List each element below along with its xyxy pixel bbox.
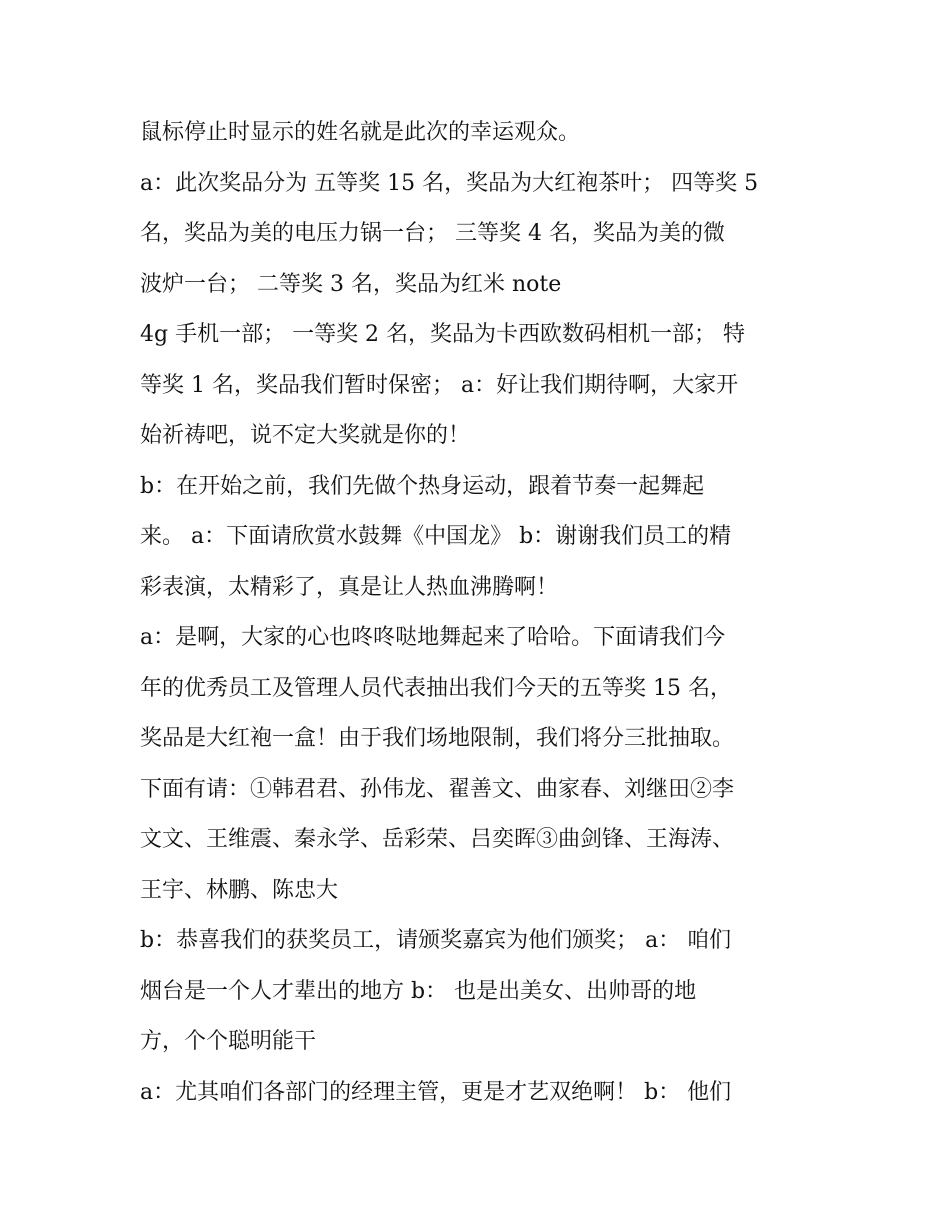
text-line: 下面有请：①韩君君、孙伟龙、翟善文、曲家春、刘继田②李 [140, 776, 735, 802]
text-line: 彩表演，太精彩了，真是让人热血沸腾啊！ [140, 574, 559, 600]
text-line: 等奖 1 名，奖品我们暂时保密； a：好让我们期待啊，大家开 [140, 372, 739, 398]
text-line: b：恭喜我们的获奖员工，请颁奖嘉宾为他们颁奖； a： 咱们 [140, 928, 732, 953]
text-line: 来。 a：下面请欣赏水鼓舞《中国龙》 b：谢谢我们员工的精 [140, 524, 732, 549]
text-line: a：此次奖品分为 五等奖 15 名，奖品为大红袍茶叶； 四等奖 5 [140, 170, 759, 196]
document-body [140, 108, 830, 1118]
text-line: 文文、王维震、秦永学、岳彩荣、吕奕晖③曲剑锋、王海涛、 [140, 827, 735, 852]
text-line: 波炉一台； 二等奖 3 名，奖品为红米 note [140, 271, 562, 297]
text-line: 奖品是大红袍一盒！由于我们场地限制，我们将分三批抽取。 [140, 726, 735, 751]
text-line: a：是啊，大家的心也咚咚哒地舞起来了哈哈。下面请我们今 [140, 625, 726, 650]
text-line: b：在开始之前，我们先做个热身运动，跟着节奏一起舞起 [140, 473, 705, 499]
text-line: 4g 手机一部； 一等奖 2 名，奖品为卡西欧数码相机一部； 特 [140, 322, 746, 347]
text-line: 鼠标停止时显示的姓名就是此次的幸运观众。 [140, 120, 581, 145]
text-line: a：尤其咱们各部门的经理主管，更是才艺双绝啊！ b： 他们 [140, 1079, 732, 1105]
text-line: 名，奖品为美的电压力锅一台； 三等奖 4 名，奖品为美的微 [140, 221, 725, 246]
text-line: 方，个个聪明能干 [140, 1029, 317, 1054]
text-line: 年的优秀员工及管理人员代表抽出我们今天的五等奖 15 名， [140, 675, 732, 701]
text-line: 王宇、林鹏、陈忠大 [140, 877, 339, 903]
text-line: 始祈祷吧，说不定大奖就是你的！ [140, 423, 471, 448]
text-line: 烟台是一个人才辈出的地方 b： 也是出美女、出帅哥的地 [140, 978, 697, 1004]
